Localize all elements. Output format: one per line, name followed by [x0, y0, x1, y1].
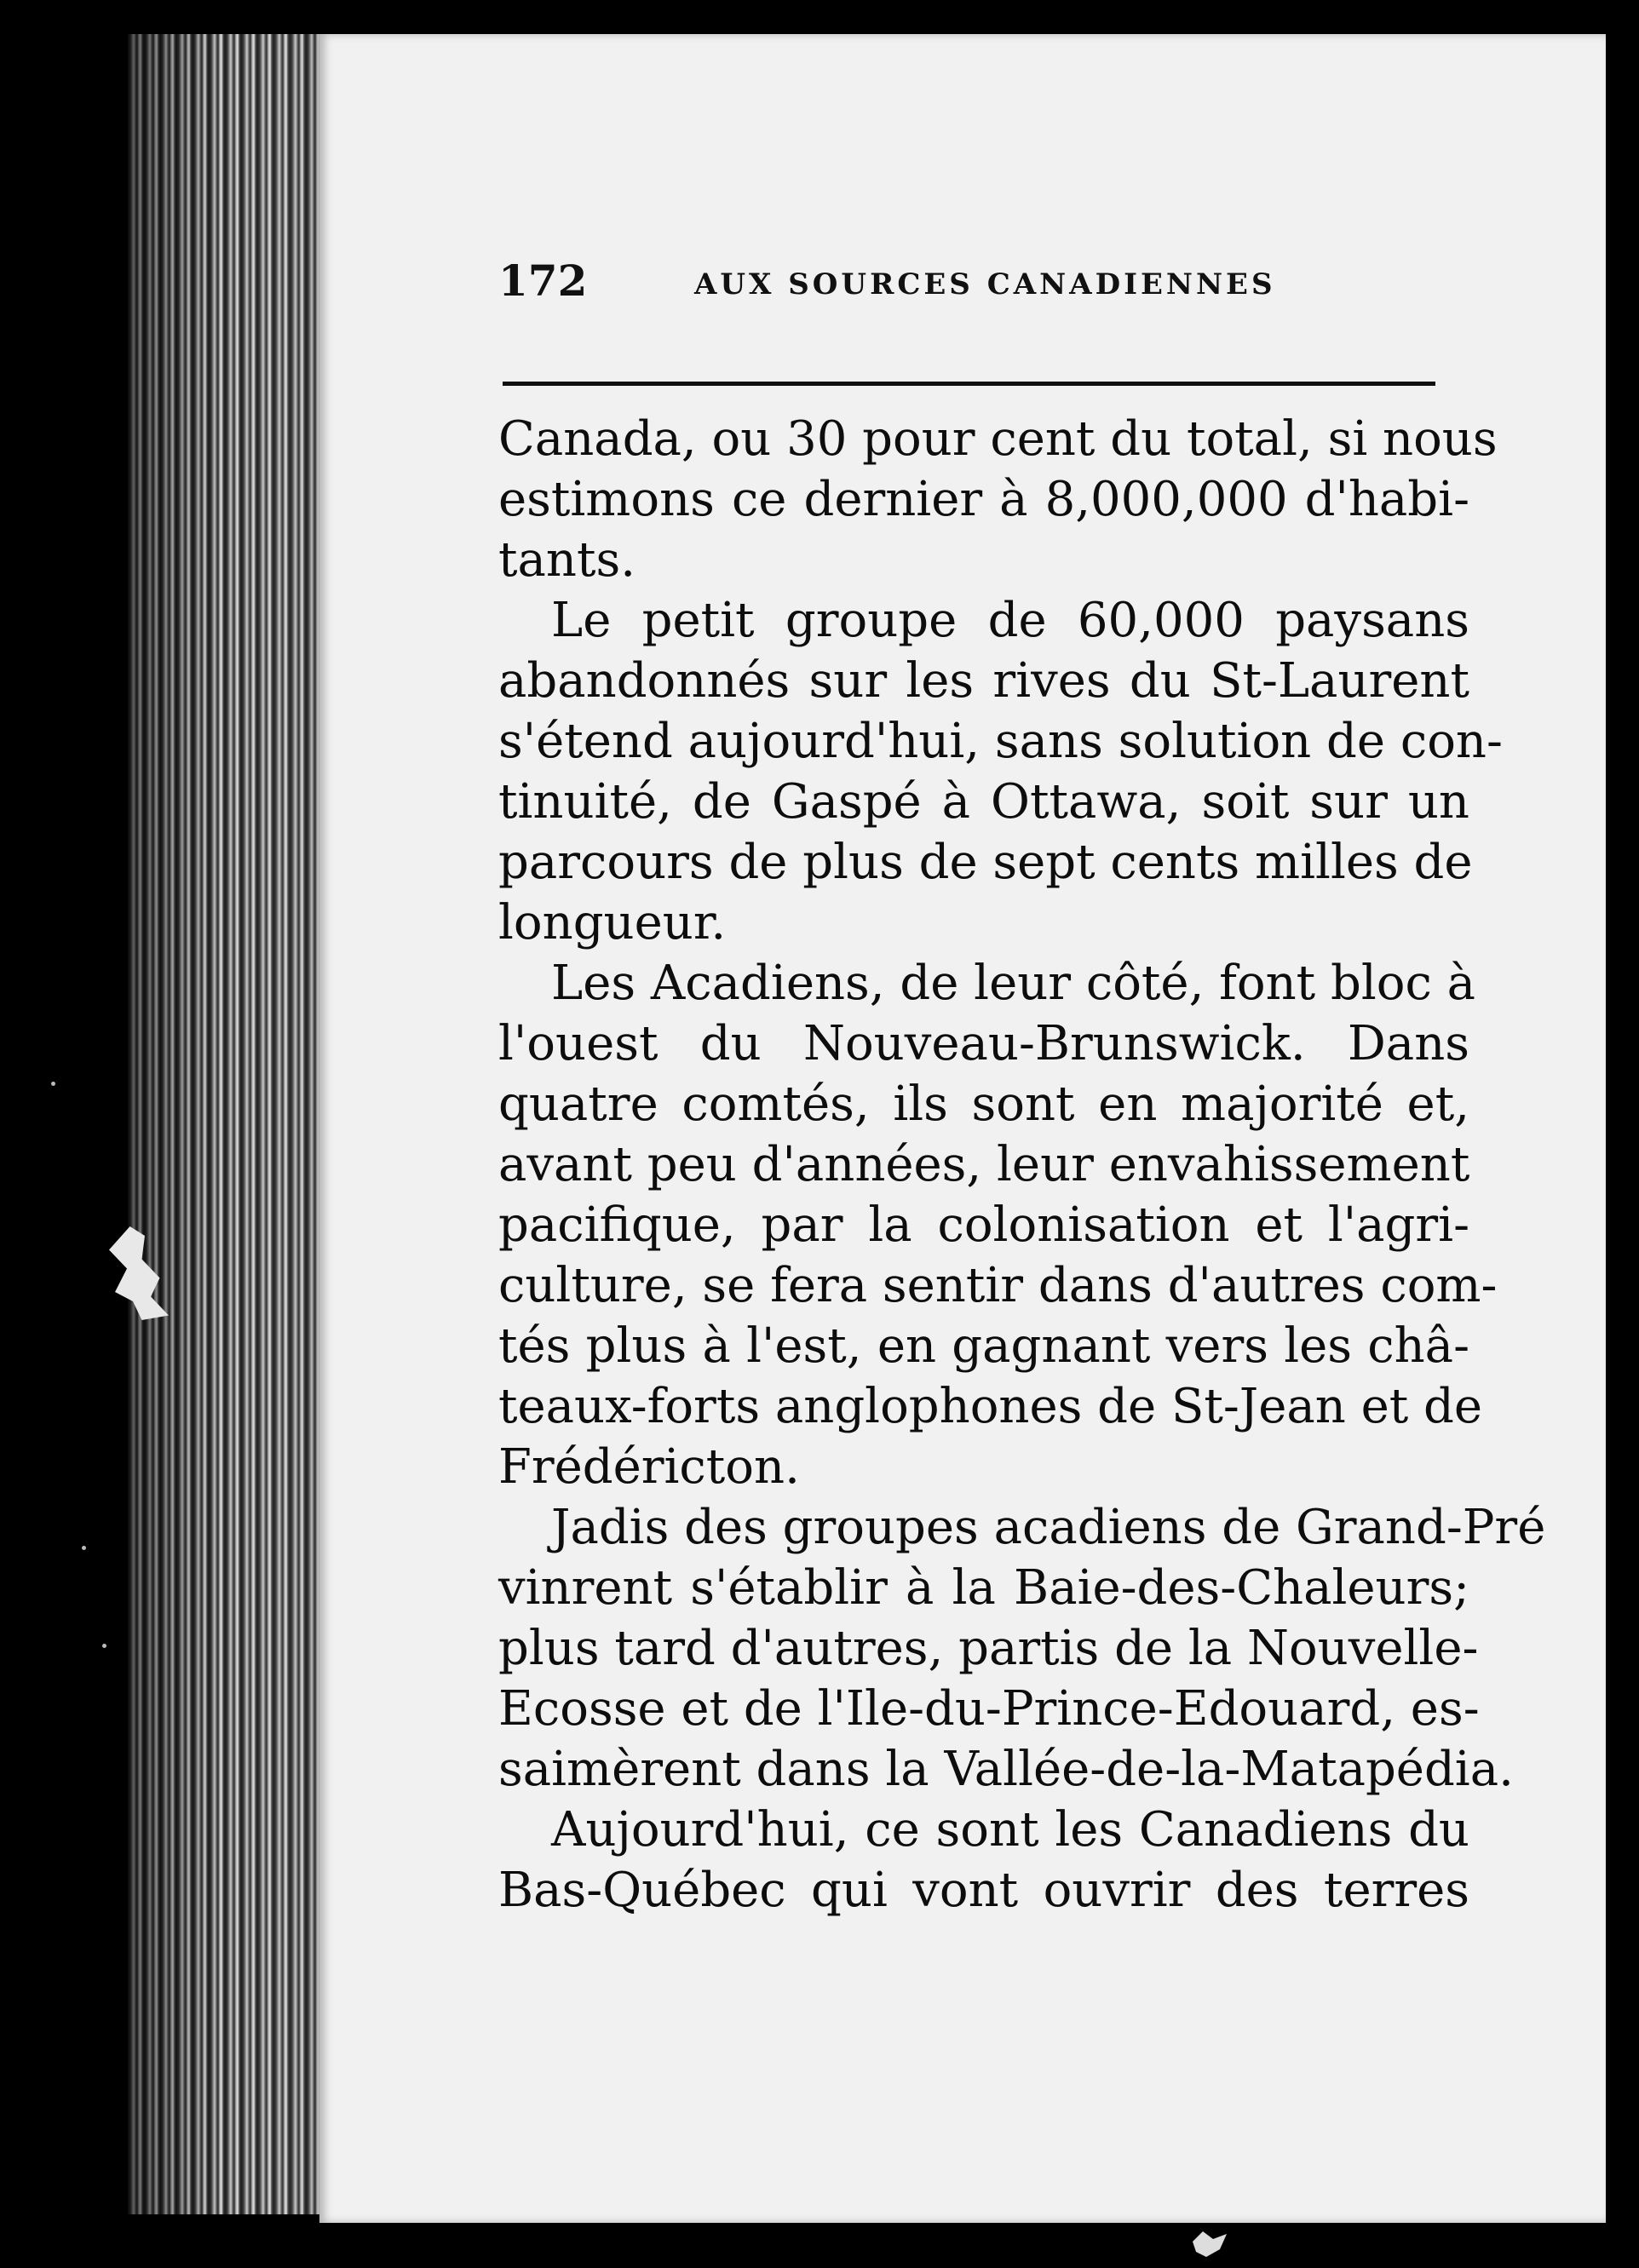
dust-speck: [51, 1082, 55, 1086]
text-line: teaux-forts anglophones de St-Jean et de: [498, 1379, 1483, 1434]
text-line: pacifique, par la colonisation et l'agri-: [498, 1197, 1469, 1253]
text-line: plus tard d'autres, partis de la Nouvelle-: [498, 1621, 1479, 1676]
scan-debris: [1193, 2231, 1227, 2257]
text-line: Jadis des groupes acadiens de Grand-Pré: [551, 1500, 1546, 1555]
text-line: Canada, ou 30 pour cent du total, si nous: [498, 411, 1498, 467]
dust-speck: [102, 1644, 106, 1648]
body-text: [498, 409, 1546, 1921]
dust-speck: [82, 1546, 86, 1550]
paragraph: [498, 1800, 1469, 1921]
text-line: Bas-Québec qui vont ouvrir des terres: [498, 1863, 1469, 1918]
header-rule: [503, 382, 1435, 386]
text-line: parcours de plus de sept cents milles de: [498, 835, 1473, 890]
text-line: s'étend aujourd'hui, sans solution de con-: [498, 714, 1503, 769]
page-edge-shadow: [128, 34, 332, 2214]
text-line: vinrent s'établir à la Baie-des-Chaleurs;: [498, 1560, 1469, 1616]
running-head: AUX SOURCES CANADIENNES: [694, 267, 1276, 301]
text-line: l'ouest du Nouveau-Brunswick. Dans: [498, 1016, 1469, 1071]
paragraph: [498, 1497, 1546, 1800]
text-line: saimèrent dans la Vallée-de-la-Matapédia.: [498, 1742, 1514, 1797]
text-line: Le petit groupe de 60,000 paysans: [551, 593, 1469, 648]
text-line: Les Acadiens, de leur côté, font bloc à: [551, 956, 1475, 1011]
page-number: 172: [498, 256, 588, 306]
text-line: quatre comtés, ils sont en majorité et,: [498, 1077, 1469, 1132]
text-line: tés plus à l'est, en gagnant vers les châ-: [498, 1318, 1469, 1374]
text-line: culture, se fera sentir dans d'autres com-: [498, 1258, 1498, 1313]
text-line: Aujourd'hui, ce sont les Canadiens du: [551, 1802, 1469, 1857]
paragraph: [498, 953, 1498, 1497]
text-line: tinuité, de Gaspé à Ottawa, soit sur un: [498, 774, 1469, 830]
text-line: Frédéricton.: [498, 1439, 800, 1495]
page-header: [498, 256, 1478, 332]
paragraph: [498, 590, 1503, 953]
text-line: avant peu d'années, leur envahissement: [498, 1137, 1470, 1192]
book-page: [319, 34, 1606, 2223]
paragraph: [498, 409, 1498, 590]
text-line: longueur.: [498, 895, 727, 950]
text-line: estimons ce dernier à 8,000,000 d'habi-: [498, 472, 1469, 527]
text-line: tants.: [498, 532, 635, 588]
text-line: Ecosse et de l'Ile-du-Prince-Edouard, es-: [498, 1681, 1480, 1737]
text-line: abandonnés sur les rives du St-Laurent: [498, 653, 1469, 709]
